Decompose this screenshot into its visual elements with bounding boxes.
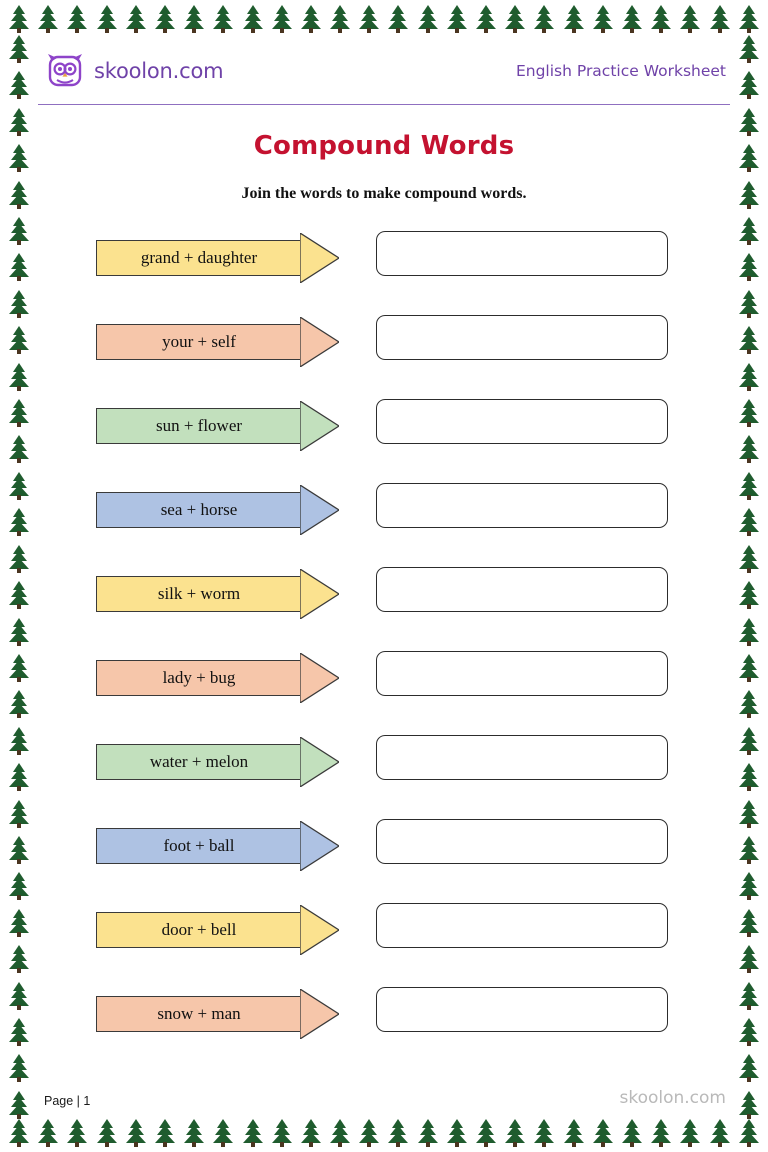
word-pair-arrow — [96, 737, 339, 787]
word-pair-label: sun + flower — [155, 416, 243, 435]
pine-tree-icon — [736, 325, 762, 355]
pine-tree-icon — [385, 4, 411, 34]
pine-tree-icon — [736, 434, 762, 464]
arrow-head — [300, 485, 339, 535]
pine-tree-icon — [415, 1118, 441, 1148]
pine-tree-icon — [736, 908, 762, 938]
pine-tree-icon — [736, 689, 762, 719]
word-pair-arrow — [96, 905, 339, 955]
pine-tree-icon — [736, 180, 762, 210]
pine-tree-icon — [736, 871, 762, 901]
pine-tree-icon — [736, 70, 762, 100]
word-pair-label: silk + worm — [157, 584, 241, 603]
pine-tree-icon — [736, 1090, 762, 1120]
pine-tree-icon — [152, 4, 178, 34]
exercise-row — [36, 729, 732, 813]
pine-tree-icon — [94, 1118, 120, 1148]
page-title: Compound Words — [253, 131, 515, 161]
word-pair-label: water + melon — [149, 752, 249, 771]
pine-tree-icon — [6, 981, 32, 1011]
answer-box[interactable] — [376, 819, 668, 864]
word-pair-label: grand + daughter — [140, 248, 258, 267]
exercise-row — [36, 645, 732, 729]
pine-tree-icon — [736, 398, 762, 428]
word-pair-label: your + self — [162, 332, 236, 351]
pine-tree-icon — [6, 1118, 32, 1148]
arrow-head — [300, 905, 339, 955]
pine-tree-icon — [6, 34, 32, 64]
border-bottom — [6, 1114, 762, 1148]
pine-tree-icon — [736, 216, 762, 246]
pine-tree-icon — [736, 762, 762, 792]
pine-tree-icon — [444, 1118, 470, 1148]
pine-tree-icon — [298, 1118, 324, 1148]
pine-tree-icon — [210, 4, 236, 34]
worksheet-footer — [36, 1088, 732, 1108]
pine-tree-icon — [6, 617, 32, 647]
arrow-head — [300, 821, 339, 871]
pine-tree-icon — [736, 34, 762, 64]
pine-tree-icon — [531, 4, 557, 34]
pine-tree-icon — [590, 1118, 616, 1148]
answer-box[interactable] — [376, 315, 668, 360]
pine-tree-icon — [677, 4, 703, 34]
arrow-head — [300, 233, 339, 283]
exercise-row — [36, 393, 732, 477]
arrow-head — [300, 737, 339, 787]
header-divider — [38, 104, 730, 105]
pine-tree-icon — [35, 1118, 61, 1148]
page-number: Page | 1 — [44, 1094, 91, 1108]
pine-tree-icon — [6, 1090, 32, 1120]
pine-tree-icon — [327, 4, 353, 34]
pine-tree-icon — [736, 252, 762, 282]
arrow-head — [300, 401, 339, 451]
pine-tree-icon — [385, 1118, 411, 1148]
pine-tree-icon — [707, 4, 733, 34]
pine-tree-icon — [181, 4, 207, 34]
pine-tree-icon — [210, 1118, 236, 1148]
worksheet-header — [36, 40, 732, 102]
pine-tree-icon — [531, 1118, 557, 1148]
border-right — [732, 34, 762, 1120]
word-pair-label: foot + ball — [163, 836, 235, 855]
pine-tree-icon — [6, 4, 32, 34]
pine-tree-icon — [6, 653, 32, 683]
pine-tree-icon — [6, 107, 32, 137]
exercise-row — [36, 561, 732, 645]
answer-box[interactable] — [376, 651, 668, 696]
worksheet-type-label: English Practice Worksheet — [515, 62, 726, 80]
pine-tree-icon — [64, 1118, 90, 1148]
pine-tree-icon — [736, 362, 762, 392]
answer-box[interactable] — [376, 987, 668, 1032]
answer-box[interactable] — [376, 399, 668, 444]
pine-tree-icon — [473, 1118, 499, 1148]
arrow-head — [300, 569, 339, 619]
pine-tree-icon — [736, 799, 762, 829]
pine-tree-icon — [736, 726, 762, 756]
word-pair-arrow — [96, 485, 339, 535]
pine-tree-icon — [6, 799, 32, 829]
pine-tree-icon — [6, 1053, 32, 1083]
pine-tree-icon — [298, 4, 324, 34]
exercise-row — [36, 981, 732, 1065]
pine-tree-icon — [6, 289, 32, 319]
pine-tree-icon — [473, 4, 499, 34]
pine-tree-icon — [6, 143, 32, 173]
pine-tree-icon — [35, 4, 61, 34]
arrow-head — [300, 989, 339, 1039]
pine-tree-icon — [6, 944, 32, 974]
exercise-list — [36, 225, 732, 1065]
word-pair-label: lady + bug — [162, 668, 236, 687]
pine-tree-icon — [327, 1118, 353, 1148]
exercise-row — [36, 477, 732, 561]
exercise-row — [36, 309, 732, 393]
pine-tree-icon — [6, 689, 32, 719]
pine-tree-icon — [240, 4, 266, 34]
pine-tree-icon — [502, 1118, 528, 1148]
word-pair-label: door + bell — [161, 920, 237, 939]
pine-tree-icon — [6, 871, 32, 901]
pine-tree-icon — [502, 4, 528, 34]
pine-tree-icon — [619, 1118, 645, 1148]
pine-tree-icon — [6, 1017, 32, 1047]
pine-tree-icon — [181, 1118, 207, 1148]
pine-tree-icon — [6, 580, 32, 610]
pine-tree-icon — [736, 944, 762, 974]
footer-brand: skoolon.com — [619, 1088, 726, 1108]
word-pair-arrow — [96, 989, 339, 1039]
pine-tree-icon — [736, 507, 762, 537]
word-pair-arrow — [96, 401, 339, 451]
word-pair-label: snow + man — [157, 1004, 241, 1023]
brand-name: skoolon.com — [94, 59, 224, 83]
pine-tree-icon — [6, 544, 32, 574]
pine-tree-icon — [94, 4, 120, 34]
word-pair-arrow — [96, 233, 339, 283]
pine-tree-icon — [619, 4, 645, 34]
border-top — [6, 4, 762, 38]
pine-tree-icon — [736, 544, 762, 574]
pine-tree-icon — [648, 4, 674, 34]
pine-tree-icon — [152, 1118, 178, 1148]
pine-tree-icon — [64, 4, 90, 34]
pine-tree-icon — [6, 362, 32, 392]
pine-tree-icon — [269, 1118, 295, 1148]
border-left — [6, 34, 36, 1120]
pine-tree-icon — [736, 4, 762, 34]
answer-box[interactable] — [376, 903, 668, 948]
pine-tree-icon — [6, 325, 32, 355]
pine-tree-icon — [444, 4, 470, 34]
brand — [44, 50, 223, 92]
pine-tree-icon — [6, 70, 32, 100]
pine-tree-icon — [736, 1118, 762, 1148]
pine-tree-icon — [269, 4, 295, 34]
pine-tree-icon — [123, 1118, 149, 1148]
pine-tree-icon — [736, 653, 762, 683]
pine-tree-icon — [707, 1118, 733, 1148]
arrow-head — [300, 317, 339, 367]
answer-box[interactable] — [376, 231, 668, 276]
pine-tree-icon — [6, 762, 32, 792]
pine-tree-icon — [356, 1118, 382, 1148]
pine-tree-icon — [6, 180, 32, 210]
exercise-row — [36, 225, 732, 309]
pine-tree-icon — [736, 289, 762, 319]
pine-tree-icon — [6, 507, 32, 537]
answer-box[interactable] — [376, 735, 668, 780]
pine-tree-icon — [561, 4, 587, 34]
pine-tree-icon — [736, 981, 762, 1011]
pine-tree-icon — [736, 1017, 762, 1047]
pine-tree-icon — [123, 4, 149, 34]
exercise-row — [36, 897, 732, 981]
pine-tree-icon — [356, 4, 382, 34]
answer-box[interactable] — [376, 483, 668, 528]
pine-tree-icon — [6, 726, 32, 756]
pine-tree-icon — [6, 216, 32, 246]
pine-tree-icon — [240, 1118, 266, 1148]
pine-tree-icon — [415, 4, 441, 34]
pine-tree-icon — [677, 1118, 703, 1148]
worksheet-content — [36, 40, 732, 1112]
instruction-text: Join the words to make compound words. — [241, 185, 527, 202]
pine-tree-icon — [6, 398, 32, 428]
pine-tree-icon — [6, 434, 32, 464]
word-pair-arrow — [96, 653, 339, 703]
pine-tree-icon — [6, 835, 32, 865]
owl-logo-icon — [44, 50, 86, 92]
pine-tree-icon — [6, 471, 32, 501]
word-pair-label: sea + horse — [160, 500, 238, 519]
pine-tree-icon — [648, 1118, 674, 1148]
pine-tree-icon — [736, 107, 762, 137]
word-pair-arrow — [96, 569, 339, 619]
pine-tree-icon — [736, 471, 762, 501]
answer-box[interactable] — [376, 567, 668, 612]
arrow-head — [300, 653, 339, 703]
exercise-row — [36, 813, 732, 897]
pine-tree-icon — [736, 1053, 762, 1083]
pine-tree-icon — [736, 835, 762, 865]
pine-tree-icon — [590, 4, 616, 34]
pine-tree-icon — [6, 252, 32, 282]
pine-tree-icon — [736, 143, 762, 173]
word-pair-arrow — [96, 317, 339, 367]
pine-tree-icon — [6, 908, 32, 938]
pine-tree-icon — [736, 617, 762, 647]
word-pair-arrow — [96, 821, 339, 871]
pine-tree-icon — [736, 580, 762, 610]
pine-tree-icon — [561, 1118, 587, 1148]
